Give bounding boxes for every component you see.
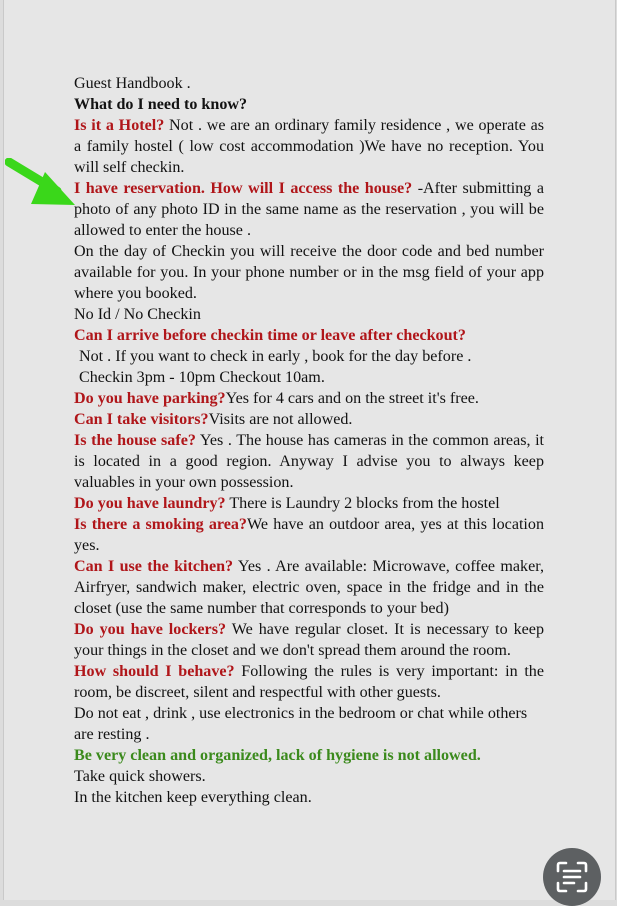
question: Do you have laundry? [74,495,226,512]
question: Do you have lockers? [74,621,227,638]
no-id-text: No Id / No Checkin [74,306,201,323]
handbook-title: Guest Handbook . [74,75,191,92]
question: Can I take visitors? [74,411,209,428]
checkin-code-text: On the day of Checkin you will receive the door code and bed number available for you. In your phone number or in the msg field of your app where you booked. [74,243,544,302]
question: Is the house safe? [74,432,196,449]
rules-line: Do not eat , drink , use electronics in the bedroom or chat while others are resting . [74,705,528,743]
faq-laundry [74,493,544,514]
hygiene-warning: Be very clean and organized, lack of hygiene is not allowed. [74,747,481,764]
faq-hotel [74,115,544,178]
faq-lockers [74,619,544,661]
green-arrow-icon [5,158,77,208]
question: Is there a smoking area? [74,516,247,533]
faq-parking [74,388,544,409]
answer: Visits are not allowed. [208,411,353,428]
text-scan-button[interactable] [543,848,601,906]
answer: We have regular closet. It is necessary to keep your things in the closet and we don't spread them around the room. [74,621,544,659]
answer: Yes . Are available: Microwave, coffee maker, Airfryer, sandwich maker, electric oven, space in the fridge and in the closet (use the same number that corresponds to your bed) [74,558,544,617]
faq-behavior [74,661,544,703]
answer: Yes for 4 cars and on the street it's free. [225,390,479,407]
checkin-hours: Checkin 3pm - 10pm Checkout 10am. [79,369,325,386]
answer: There is Laundry 2 blocks from the hostel [225,495,500,512]
question: How should I behave? [74,663,235,680]
kitchen-clean-line: In the kitchen keep everything clean. [74,789,312,806]
question: Do you have parking? [74,390,226,407]
answer: We have an outdoor area, yes at this location yes. [74,516,545,554]
question: Can I use the kitchen? [74,558,234,575]
text-scan-icon [554,859,590,895]
faq-early-arrival-answer: Not . If you want to check in early , book for the day before . [79,348,472,365]
faq-kitchen [74,556,544,619]
question: I have reservation. How will I access the house? [74,180,413,197]
faq-visitors [74,409,544,430]
question: Is it a Hotel? [74,117,165,134]
showers-line: Take quick showers. [74,768,206,785]
faq-smoking [74,514,544,556]
answer: Not . we are an ordinary family residence , we operate as a family hostel ( low cost accommodation )We have no reception. You will self checkin. [74,117,545,176]
faq-safety [74,430,544,493]
faq-reservation [74,178,544,241]
answer: -After submitting a photo of any photo ID in the same name as the reservation , you will be allowed to enter the house . [74,180,544,239]
answer: Following the rules is very important: in the room, be discreet, silent and respectful with other guests. [74,663,544,701]
faq-early-arrival-question: Can I arrive before checkin time or leave after checkout? [74,327,466,344]
answer: Yes . The house has cameras in the common areas, it is located in a good region. Anyway I advise you to always keep valuables in your own possession. [74,432,545,491]
handbook-subtitle: What do I need to know? [74,96,248,113]
handbook-content [74,73,544,808]
